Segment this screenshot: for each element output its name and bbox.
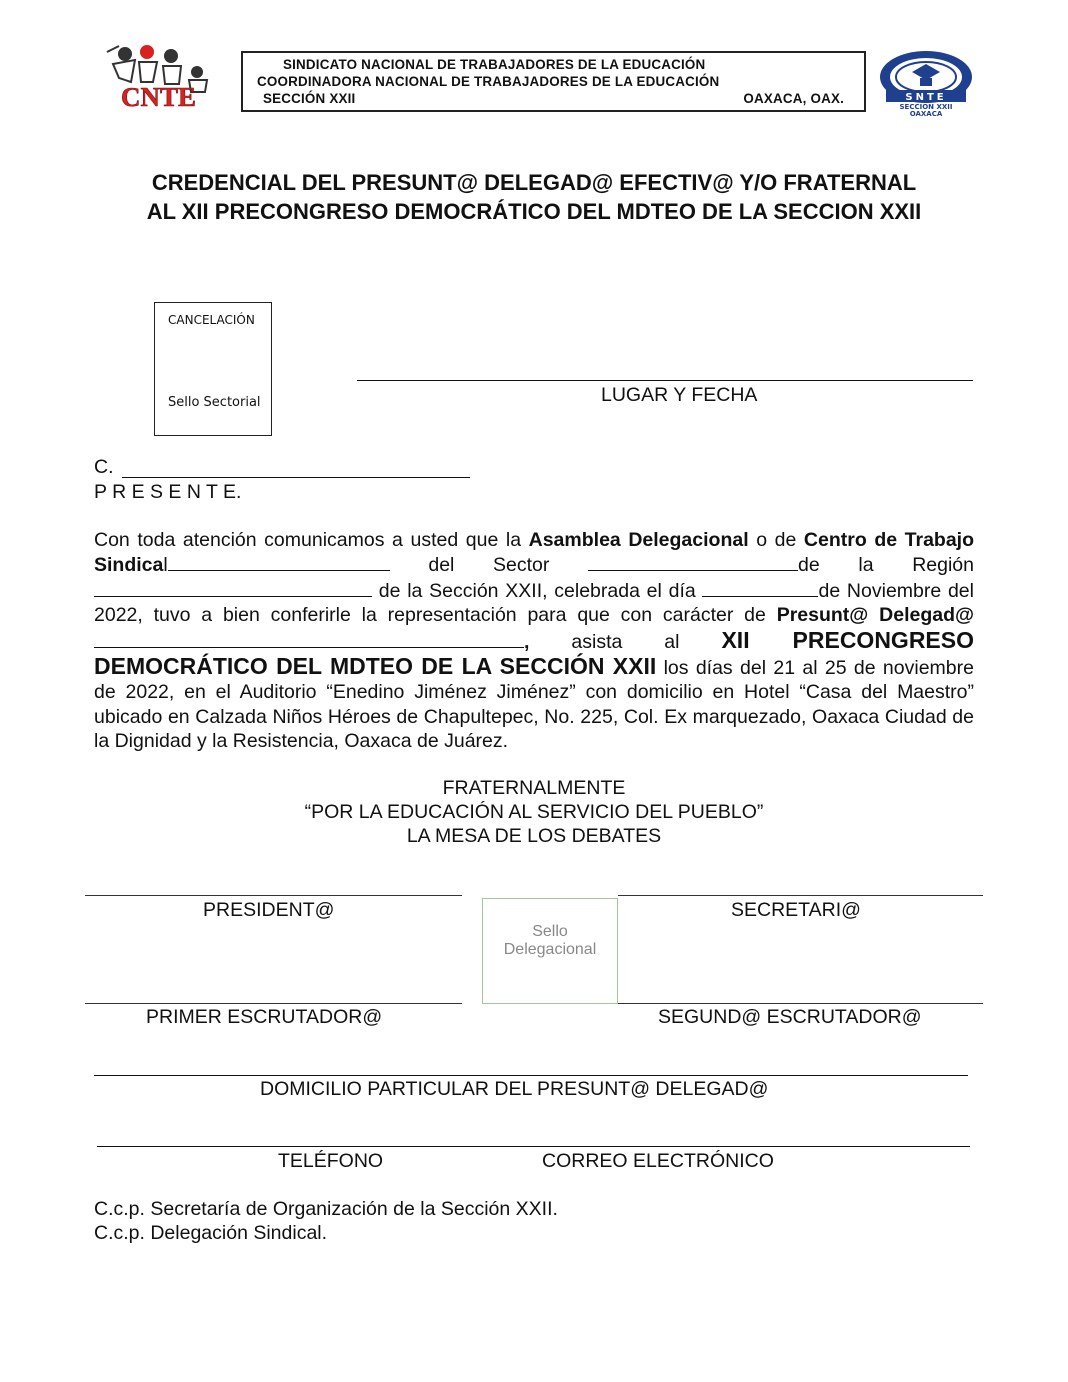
addressee-name-line [122,477,470,478]
email-label: CORREO ELECTRÓNICO [542,1150,774,1172]
phone-email-line [97,1146,970,1147]
seal-label-line-2: Delegacional [503,941,597,958]
body-text-8: los días del 21 al 25 de noviembre de 2022, en el Auditorio “Enedino Jiménez Jiménez” con domicilio en Hotel “Casa del Maestro” ubicado en Calzada Niños Héroes de Chapultepec, No. 225, Col. Ex marquezado, Oaxaca Ciudad de la Dignidad y la Resistencia, Oaxaca de Juárez. [94,657,974,753]
body-text-2b: l [163,554,168,577]
body-text-2: o de [748,529,804,551]
body-bold-asamblea: Asamblea Delegacional [528,529,749,551]
header-line-1: SINDICATO NACIONAL DE TRABAJADORES DE LA EDUCACIÓN [283,57,706,72]
cnte-logo [105,42,229,114]
ccp-line-1: C.c.p. Secretaría de Organización de la Sección XXII. [94,1198,558,1220]
seal-label-line-1: Sello [532,923,568,940]
ccp-line-2: C.c.p. Delegación Sindical. [94,1222,328,1244]
body-text-4: de la Región [798,554,974,577]
day-blank [702,578,818,597]
cnte-logo-text: CNTE [121,82,197,112]
header-line-2: COORDINADORA NACIONAL DE TRABAJADORES DE LA EDUCACIÓN [257,74,720,89]
document-title-line-1: CREDENCIAL DEL PRESUNT@ DELEGAD@ EFECTIV@ Y/O FRATERNAL [151,170,917,195]
sector-blank [588,552,798,571]
phone-label: TELÉFONO [278,1150,384,1172]
snte-logo-caption-2: OAXACA [909,110,943,116]
place-date-label: LUGAR Y FECHA [601,384,758,406]
cancelation-stamp-box [154,302,272,436]
body-bold-comma: , [524,630,530,653]
header-section: SECCIÓN XXII [263,91,356,106]
second-scrutineer-label: SEGUND@ ESCRUTADOR@ [658,1006,922,1028]
cancelation-label: CANCELACIÓN [168,313,255,327]
body-text-5: de la Sección XXII, celebrada el día [372,579,703,602]
president-signature-line [85,895,462,896]
second-scrutineer-signature-line [618,1003,983,1004]
body-text-6: de Noviembre del 2022, tuvo a bien conferirle la representación para que con carácter de [94,579,974,627]
snte-logo [878,50,974,116]
address-label: DOMICILIO PARTICULAR DEL PRESUNT@ DELEGAD@ [260,1078,769,1100]
first-scrutineer-label: PRIMER ESCRUTADOR@ [146,1006,383,1028]
union-header-box [241,51,866,112]
credential-body-paragraph [94,528,974,754]
president-label: PRESIDENT@ [203,899,335,921]
body-text-7: asista al [529,630,722,653]
closing-motto: “POR LA EDUCACIÓN AL SERVICIO DEL PUEBLO” [304,801,764,823]
document-title-line-2: AL XII PRECONGRESO DEMOCRÁTICO DEL MDTEO DE LA SECCION XXII [146,199,922,224]
presente-label: P R E S E N T E. [94,481,242,503]
body-text-1: Con toda atención comunicamos a usted que la [94,529,529,551]
first-scrutineer-signature-line [85,1003,462,1004]
address-line [94,1075,968,1076]
work-center-blank [168,552,390,571]
region-blank [94,578,372,597]
body-bold-presunt-delegad: Presunt@ Delegad@ [776,604,975,627]
header-location: OAXACA, OAX. [743,91,844,106]
body-text-3: del Sector [389,554,589,577]
snte-logo-caption-1: SECCION XXII [899,103,953,111]
snte-emblem-icon [878,50,974,116]
secretary-label: SECRETARI@ [731,899,861,921]
body-bold-precongreso: XII PRECONGRESO DEMOCRÁTICO DEL MDTEO DE LA SECCIÓN XXII [94,626,975,680]
sectorial-seal-label: Sello Sectorial [168,395,261,410]
closing-mesa-debates: LA MESA DE LOS DEBATES [406,825,662,847]
body-bold-centro: Centro de Trabajo Sindica [94,529,975,577]
delegational-seal-box [482,898,618,1004]
closing-fraternalmente: FRATERNALMENTE [442,777,626,799]
delegate-name-blank [94,629,524,648]
addressee-prefix: C. [94,456,114,478]
secretary-signature-line [618,895,983,896]
snte-logo-text: SNTE [905,92,947,103]
place-date-line [357,380,973,381]
